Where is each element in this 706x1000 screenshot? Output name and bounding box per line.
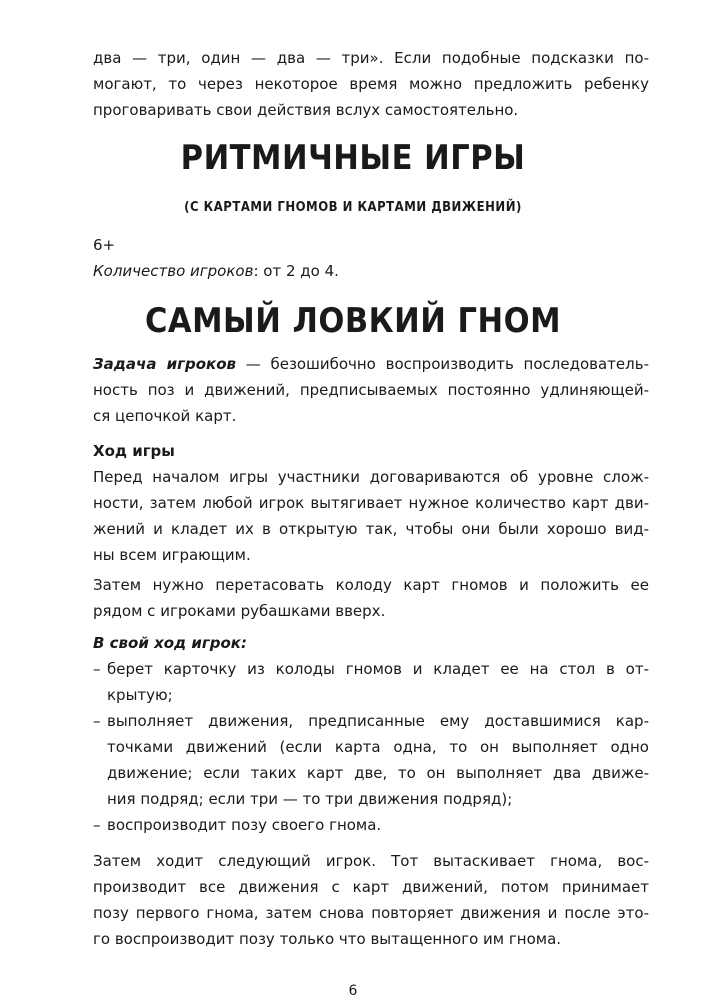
turn-heading: В свой ход игрок: xyxy=(93,634,247,652)
list-item: – берет карточку из колоды гномов и кладет ее на стол в от- крытую; xyxy=(93,656,649,708)
players-value: : от 2 до 4. xyxy=(253,262,339,280)
text-line: проговаривать свои действия вслух самостоятельно. xyxy=(93,101,519,119)
text-line: Задача игроков — безошибочно воспроизводить последователь- xyxy=(93,355,649,373)
text-line: выполняет движения, предписанные ему доставшимися кар- xyxy=(107,712,649,730)
section-title-rhythm-games: РИТМИЧНЫЕ ИГРЫ xyxy=(180,138,526,178)
page-number: 6 xyxy=(348,983,358,999)
text-line: позу первого гнома, затем снова повторяет движения и после это- xyxy=(93,904,649,922)
text-line: воспроизводит позу своего гнома. xyxy=(107,816,382,834)
text-line: го воспроизводит позу только что вытащенного им гнома. xyxy=(93,930,562,948)
how-to-play-section xyxy=(93,438,649,568)
text-line: производит все движения с карт движений, потом принимает xyxy=(93,878,649,896)
text-line: точками движений (если карта одна, то он выполняет одно xyxy=(107,738,649,756)
how-to-play-heading: Ход игры xyxy=(93,442,175,460)
list-item: – выполняет движения, предписанные ему доставшимися кар- точками движений (если карта одна, то он выполняет одно движение; если таких карт две, то он выполняет два движе- ния подряд; если три — то три движения подряд); xyxy=(93,708,649,812)
text-line: берет карточку из колоды гномов и кладет ее на стол в от- xyxy=(107,660,649,678)
task-label: Задача игроков xyxy=(93,355,236,373)
text-line: жений и кладет их в открытую так, чтобы они были хорошо вид- xyxy=(93,520,649,538)
text-line: движение; если таких карт две, то он выполняет два движе- xyxy=(107,764,649,782)
task-paragraph xyxy=(93,351,649,429)
shuffle-paragraph xyxy=(93,572,649,624)
text-line: ся цепочкой карт. xyxy=(93,407,237,425)
text-line: ны всем играющим. xyxy=(93,546,251,564)
text-line: ности, затем любой игрок вытягивает нужное количество карт дви- xyxy=(93,494,649,512)
intro-paragraph xyxy=(93,45,649,123)
text-line: могают, то через некоторое время можно предложить ребенку xyxy=(93,75,649,93)
section-title-most-agile-gnome: САМЫЙ ЛОВКИЙ ГНОМ xyxy=(144,301,562,341)
text-line: крытую; xyxy=(107,686,173,704)
section-subtitle: (С КАРТАМИ ГНОМОВ И КАРТАМИ ДВИЖЕНИЙ) xyxy=(184,200,522,215)
text-line: Затем нужно перетасовать колоду карт гномов и положить ее xyxy=(93,576,649,594)
text-line: рядом с игроками рубашками вверх. xyxy=(93,602,386,620)
list-item: – воспроизводит позу своего гнома. xyxy=(93,812,649,838)
next-player-paragraph xyxy=(93,848,649,952)
text-line: Перед началом игры участники договариваются об уровне слож- xyxy=(93,468,649,486)
turn-section xyxy=(93,630,649,838)
players-line xyxy=(93,258,649,284)
text-line: ния подряд; если три — то три движения подряд); xyxy=(107,790,513,808)
text-line: ность поз и движений, предписываемых постоянно удлиняющей- xyxy=(93,381,649,399)
age-label: 6+ xyxy=(93,236,116,254)
game-meta xyxy=(93,232,649,284)
players-label: Количество игроков xyxy=(93,262,254,280)
text-line: два — три, один — два — три». Если подобные подсказки по- xyxy=(93,49,649,67)
text-line: Затем ходит следующий игрок. Тот вытаскивает гнома, вос- xyxy=(93,852,649,870)
